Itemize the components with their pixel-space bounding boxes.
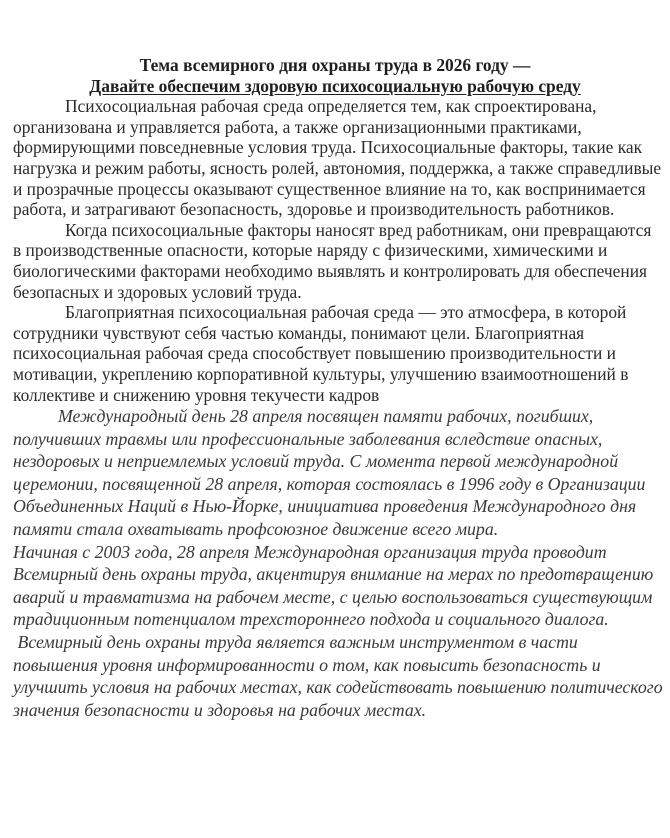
document-title	[0, 55, 670, 96]
paragraph-psychosocial-hazards: Когда психосоциальные факторы наносят вред работникам, они превращаются в производственные опасности, которые наряду с физическими, химическими и биологическими факторами необходимо выявлять и контролировать для обеспечения безопасных и здоровых условий труда.	[13, 219, 652, 302]
title-line-1: Тема всемирного дня охраны труда в 2026 году —	[139, 55, 531, 75]
paragraph-psychosocial-environment: Психосоциальная рабочая среда определяется тем, как спроектирована, организована и управляется работа, а также организационными практиками, формирующими повседневные условия труда. Психосоциальные факторы, такие как нагрузка и режим работы, ясность ролей, автономия, поддержка, а также справедливые и прозрачные процессы оказывают существенное влияние на то, как воспринимается работа, и затрагивают безопасность, здоровье и производительность работников.	[13, 96, 662, 220]
paragraph-favorable-environment: Благоприятная психосоциальная рабочая среда — это атмосфера, в которой сотрудники чувствуют себя частью команды, понимают цели. Благоприятная психосоциальная рабочая среда способствует повышению производительности и мотивации, укреплению корпоративной культуры, улучшению взаимоотношений в коллективе и снижению уровня текучести кадров	[13, 302, 629, 405]
paragraph-world-day-importance: Всемирный день охраны труда является важным инструментом в части повышения уровня информированности о том, как повысить безопасность и улучшить условия на рабочих местах, как содействовать повышению политического значения безопасности и здоровья на рабочих местах.	[13, 632, 668, 720]
document-page	[13, 55, 668, 721]
paragraph-ilo-since-2003: Начиная с 2003 года, 28 апреля Международная организация труда проводит Всемирный день охраны труда, акцентируя внимание на мерах по предотвращению аварий и травматизма на рабочем месте, с целью воспользоваться существующим традиционным потенциалом трехстороннего подхода и социального диалога.	[13, 541, 654, 630]
paragraph-memorial-day: Международный день 28 апреля посвящен памяти рабочих, погибших, получивших травмы или профессиональные заболевания вследствие опасных, нездоровых и неприемлемых условий труда. С момента первой международной церемонии, посвященной 28 апреля, которая состоялась в 1996 году в Организации Объединенных Наций в Нью-Йорке, инициатива проведения Международного дня памяти стала охватывать профсоюзное движение всего мира.	[13, 406, 646, 540]
title-line-2	[0, 76, 670, 97]
title-subtitle-underlined: Давайте обеспечим здоровую психосоциальную рабочую среду	[89, 75, 581, 96]
